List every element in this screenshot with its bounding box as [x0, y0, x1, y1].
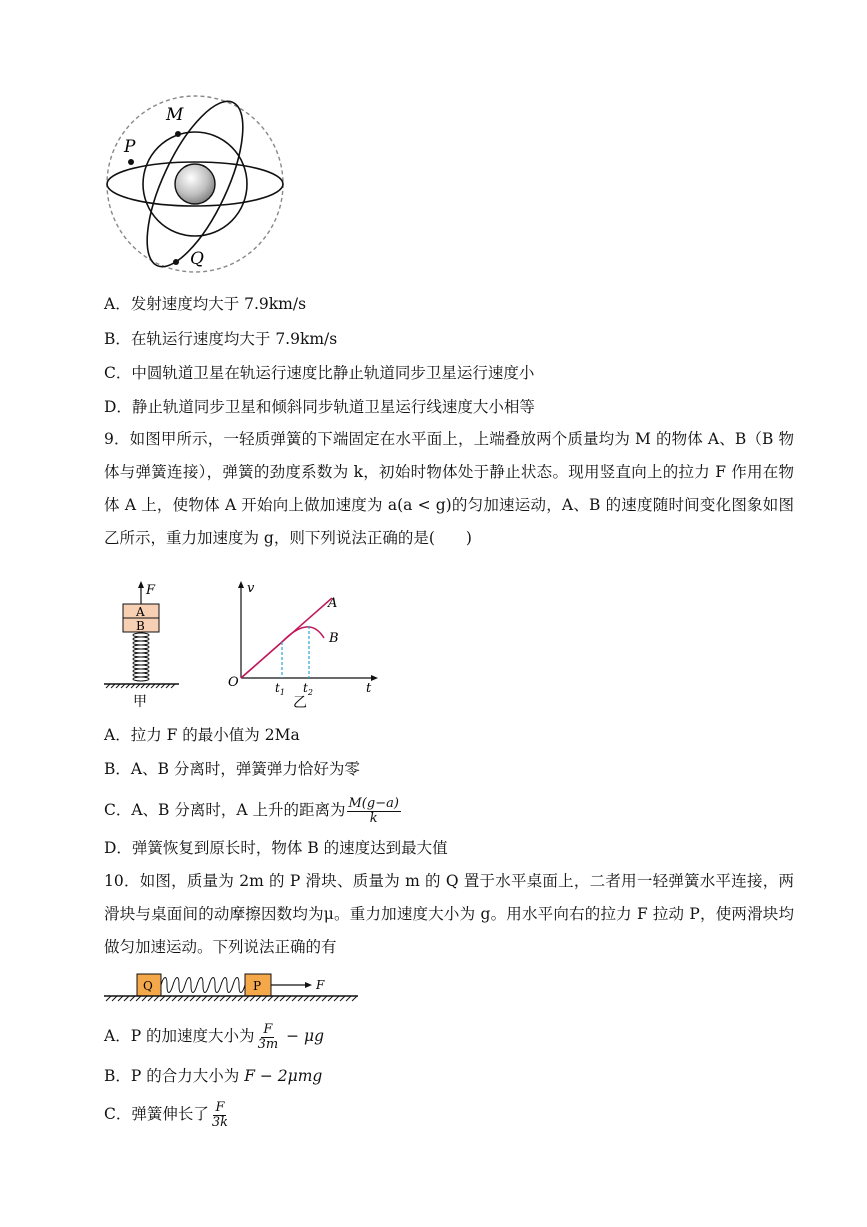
label-line-a: A	[328, 596, 338, 611]
q10-option-a-suffix: − μg	[281, 1027, 325, 1045]
denominator: 3m	[257, 1036, 279, 1052]
q9-option-a: A．拉力 F 的最小值为 2Ma	[104, 726, 300, 744]
q9-stem: 9．如图甲所示，一轻质弹簧的下端固定在水平面上，上端叠放两个质量均为 M 的物体 A、B（B 物体与弹簧连接），弹簧的劲度系数为 k，初始时物体处于静止状态。现用竖直向上的拉力 F 作用在物体 A 上，使物体 A 开始向上做加速度为 a(a < g)的匀加速运动，A、B 的速度随时间变化图象如图乙所示，重力加速度为 g，则下列说法正确的是( )	[104, 430, 794, 547]
spring-horizontal	[161, 978, 245, 993]
origin-o: O	[228, 675, 239, 690]
denominator: k	[369, 810, 378, 826]
q10-option-c-text: C．弹簧伸长了	[104, 1105, 209, 1123]
q9-option-b: B．A、B 分离时，弹簧弹力恰好为零	[104, 760, 360, 778]
spring-block-figure-jia	[100, 580, 185, 710]
label-q: Q	[190, 249, 204, 269]
q10-option-b-text: B．P 的合力大小为	[104, 1067, 245, 1085]
point-q	[173, 259, 179, 265]
fraction	[347, 797, 401, 826]
axis-t: t	[366, 681, 372, 696]
spring	[133, 633, 149, 681]
fraction	[210, 1101, 230, 1130]
fraction	[256, 1023, 281, 1052]
label-curve-b: B	[329, 631, 339, 646]
slider-spring-figure	[100, 970, 365, 1008]
earth	[175, 164, 215, 204]
table-hatch	[106, 996, 357, 1001]
q9-option-d: D．弹簧恢复到原长时，物体 B 的速度达到最大值	[104, 839, 448, 857]
q10-option-b	[104, 1064, 322, 1088]
q9-option-c-text: C．A、B 分离时，A 上升的距离为	[104, 801, 346, 819]
label-t2: $t_2$	[303, 681, 313, 697]
label-q-block: Q	[143, 979, 153, 993]
label-a: A	[136, 605, 145, 619]
caption-yi: 乙	[293, 695, 307, 710]
q8-option-c: C．中圆轨道卫星在轨运行速度比静止轨道同步卫星运行速度小	[104, 364, 535, 382]
velocity-time-graph-yi	[225, 580, 385, 710]
numerator: F	[263, 1021, 273, 1037]
caption-jia: 甲	[133, 694, 147, 710]
orbit-figure	[100, 92, 290, 277]
label-t1: $t_1$	[275, 681, 285, 697]
q10-stem: 10．如图，质量为 2m 的 P 滑块、质量为 m 的 Q 置于水平桌面上，二者用一轻弹簧水平连接，两滑块与桌面间的动摩擦因数均为μ。重力加速度大小为 g。用水平向右的拉力 F 拉动 P，使两滑块均做匀加速运动。下列说法正确的有	[104, 872, 794, 956]
q10-option-b-math: F − 2μmg	[244, 1067, 323, 1085]
label-m: M	[166, 105, 184, 125]
denominator: 3k	[211, 1114, 229, 1130]
point-m	[175, 131, 181, 137]
label-p: P	[124, 137, 136, 157]
q10-option-a-text: A．P 的加速度大小为	[104, 1027, 255, 1045]
axis-v: v	[247, 581, 255, 596]
q10-option-c	[104, 1098, 231, 1130]
q8-option-a: A．发射速度均大于 7.9km/s	[104, 295, 307, 313]
label-b: B	[136, 619, 145, 633]
label-f: F	[146, 583, 156, 598]
q10-option-a	[104, 1020, 324, 1052]
point-p	[128, 159, 134, 165]
q9-option-c	[104, 794, 402, 826]
numerator: M(g−a)	[348, 795, 399, 811]
q8-option-b: B．在轨运行速度均大于 7.9km/s	[104, 330, 338, 348]
numerator: F	[215, 1099, 225, 1115]
q8-option-d: D．静止轨道同步卫星和倾斜同步轨道卫星运行线速度大小相等	[104, 398, 535, 416]
label-force-f: F	[316, 978, 325, 992]
label-p-block: P	[253, 979, 262, 993]
